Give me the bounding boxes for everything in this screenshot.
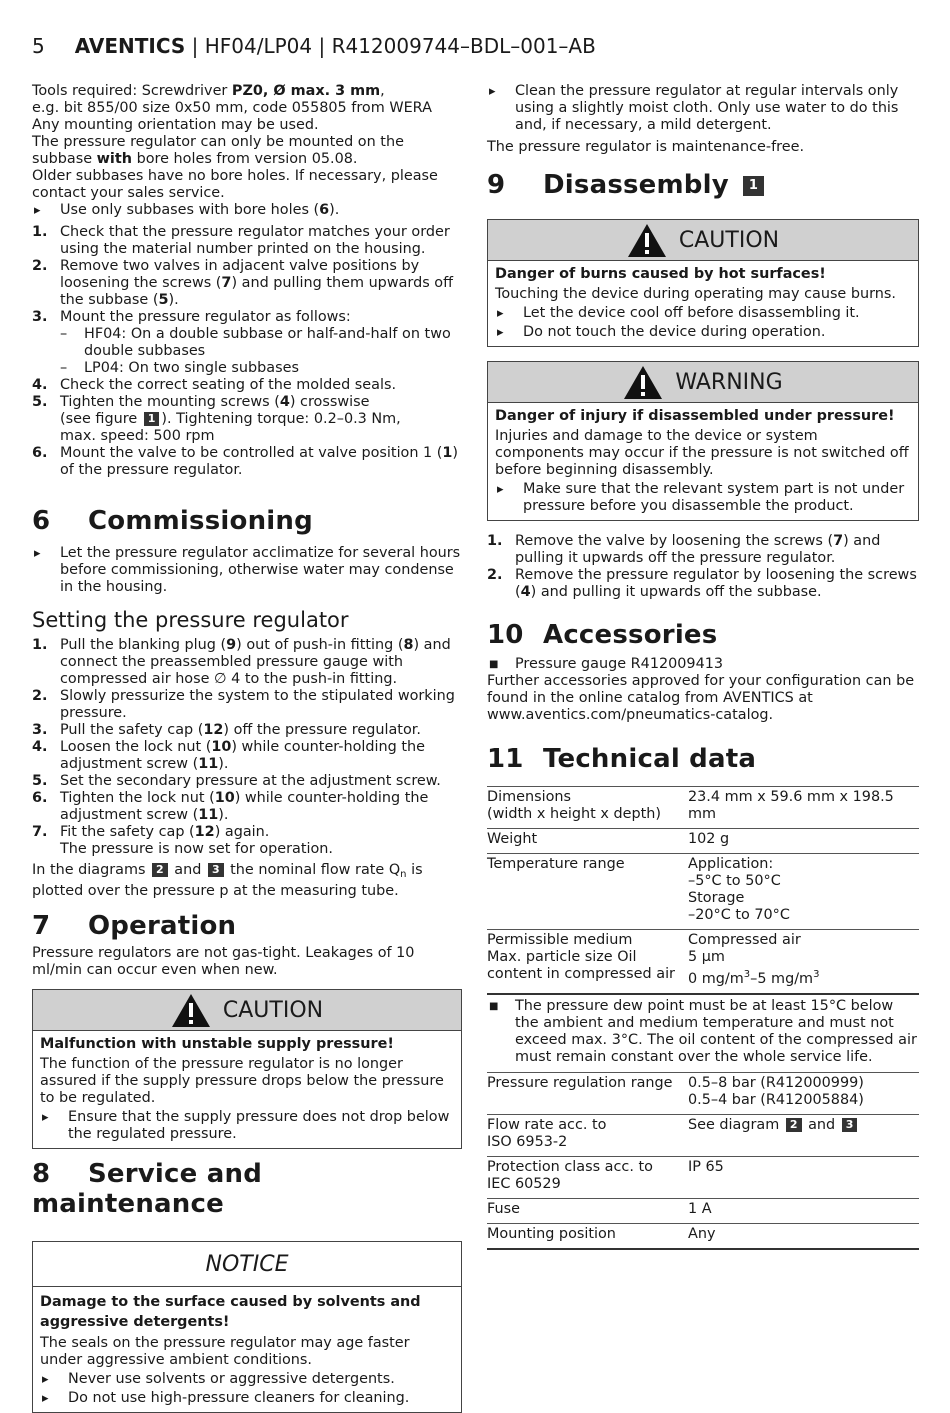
caution-box (32, 989, 462, 1149)
list-item: 1. Check that the pressure regulator matches your order using the material number printed on the housing. (32, 224, 450, 257)
sub-list-item: – LP04: On two single subbases (32, 360, 462, 377)
caution-header (488, 220, 918, 261)
caution-text: The function of the pressure regulator is no longer assured if the supply pressure drops below the pressure to be regulated. (40, 1056, 444, 1106)
section-heading: 11 Technical data (487, 744, 757, 774)
list-item: 2. Remove two valves in adjacent valve positions by loosening the screws (7) and pulling them upwards off the subbase (5). (32, 258, 453, 308)
table-row: Mounting position Any (487, 1224, 919, 1250)
diagrams-text: In the diagrams 2 and 3 the nominal flow rate $Q_n$ is plotted over the pressure p at the measuring tube. (32, 862, 423, 899)
notice-bullet: ▸ Never use solvents or aggressive detergents. (40, 1371, 454, 1388)
warning-title: Danger of injury if disassembled under pressure! (495, 408, 895, 424)
tools-required: Tools required: Screwdriver PZ0, Ø max. 3 mm, (32, 83, 385, 99)
warning-triangle-icon (627, 223, 667, 258)
caution-title: Malfunction with unstable supply pressure! (40, 1036, 394, 1052)
caution-bullet: ▸ Do not touch the device during operation. (495, 324, 911, 341)
subbase-text: The pressure regulator can only be mounted on the subbase with bore holes from version 05.08. (32, 134, 404, 167)
list-item: 5. Set the secondary pressure at the adjustment screw. (32, 773, 441, 789)
orientation-text: Any mounting orientation may be used. (32, 117, 319, 133)
mounting-section (32, 83, 462, 479)
service-section (32, 1159, 462, 1413)
caution-box (487, 219, 919, 347)
figure-ref-badge: 1 (144, 412, 160, 426)
list-item: 5. Tighten the mounting screws (4) crosswise (see figure 1 ). Tightening torque: 0.2–0.3 Nm, max. speed: 500 rpm (32, 394, 401, 444)
table-row: Fuse 1 A (487, 1199, 919, 1224)
tools-example: e.g. bit 855/00 size 0x50 mm, code 055805 from WERA (32, 100, 432, 116)
cleaning-bullet: ▸ Clean the pressure regulator at regular intervals only using a slightly moist cloth. Only use water to do this and, if necessary, a mild detergent. (487, 83, 919, 134)
dew-point-note: ■ The pressure dew point must be at least 15°C below the ambient and medium temperature and must not exceed max. 3°C. The oil content of the compressed air must remain constant over the whole service life. (487, 998, 919, 1066)
table-row: Weight 102 g (487, 829, 919, 854)
caution-label: CAUTION (678, 227, 780, 253)
caution-text: Touching the device during operating may cause burns. (495, 286, 896, 302)
notice-bullet: ▸ Do not use high-pressure cleaners for cleaning. (40, 1390, 454, 1407)
warning-triangle-icon (623, 365, 663, 400)
table-row: Temperature range Application: –5°C to 50°C Storage –20°C to 70°C (487, 854, 919, 930)
page-number: 5 (32, 34, 45, 58)
warning-bullet: ▸ Make sure that the relevant system part is not under pressure before you disassemble the product. (495, 481, 911, 515)
setting-steps (32, 637, 462, 858)
table-row: Pressure regulation range 0.5–8 bar (R412000999) 0.5–4 bar (R412005884) (487, 1073, 919, 1115)
technical-section (487, 744, 919, 1250)
commissioning-bullet: ▸ Let the pressure regulator acclimatize for several hours before commissioning, otherwise water may condense in the housing. (32, 545, 462, 596)
figure-ref-badge: 1 (743, 176, 764, 196)
diagram-ref-badge: 3 (208, 863, 224, 877)
mounting-steps (32, 224, 462, 479)
list-item: 4. Loosen the lock nut (10) while counter-holding the adjustment screw (11). (32, 739, 425, 772)
left-column (32, 83, 462, 1413)
accessories-section (487, 620, 919, 724)
list-item: 1. Remove the valve by loosening the screws (7) and pulling it upwards off the pressure regulator. (487, 533, 881, 566)
caution-title: Danger of burns caused by hot surfaces! (495, 266, 826, 282)
older-subbase-text: Older subbases have no bore holes. If necessary, please contact your sales service. (32, 168, 438, 201)
table-row: Permissible medium Max. particle size Oil content in compressed air Compressed air 5 µm 0 $mg/m^3-5$ $mg/m^3$ (487, 930, 919, 995)
table-row: Dimensions (width x height x depth) 23.4 mm x 59.6 mm x 198.5 mm (487, 787, 919, 829)
list-item: 3. Pull the safety cap (12) off the pressure regulator. (32, 722, 421, 738)
warning-label: WARNING (675, 369, 783, 395)
commissioning-section (32, 506, 462, 900)
list-item: 1. Pull the blanking plug (9) out of push-in fitting (8) and connect the preassembled pressure gauge with compressed air hose ∅ 4 to the push-in fitting. (32, 637, 451, 687)
section-heading: 9 Disassembly 1 (487, 170, 919, 200)
brand-name: AVENTICS (74, 34, 186, 58)
section-heading: 10 Accessories (487, 620, 718, 650)
doc-reference: | HF04/LP04 | R412009744–BDL–001–AB (185, 34, 596, 58)
warning-header (488, 362, 918, 403)
section-heading: 7 Operation (32, 911, 237, 941)
warning-text: Injuries and damage to the device or system components may occur if the pressure is not switched off before beginning disassembly. (495, 428, 909, 478)
operation-section (32, 911, 462, 1149)
operation-text: Pressure regulators are not gas-tight. Leakages of 10 ml/min can occur even when new. (32, 945, 415, 978)
page-header (32, 34, 596, 58)
disassembly-steps (487, 533, 919, 601)
result-text: The pressure is now set for operation. (60, 841, 334, 857)
notice-box (32, 1241, 462, 1413)
technical-data-table (487, 786, 919, 1250)
list-item: 4. Check the correct seating of the molded seals. (32, 377, 397, 393)
table-row: Flow rate acc. to ISO 6953-2 See diagram 2 and 3 (487, 1115, 919, 1157)
warning-box (487, 361, 919, 521)
section-heading: 8 Service and maintenance (32, 1159, 263, 1219)
list-item: 2. Slowly pressurize the system to the stipulated working pressure. (32, 688, 455, 721)
caution-bullet: ▸ Ensure that the supply pressure does not drop below the regulated pressure. (40, 1109, 454, 1143)
notice-title: Damage to the surface caused by solvents and aggressive detergents! (40, 1294, 421, 1330)
list-item: 3. Mount the pressure regulator as follows: (32, 309, 351, 325)
diagram-ref-badge: 2 (786, 1118, 802, 1132)
notice-text: The seals on the pressure regulator may age faster under aggressive ambient conditions. (40, 1335, 410, 1368)
subsection-heading: Setting the pressure regulator (32, 608, 349, 632)
list-item: 7. Fit the safety cap (12) again. (32, 824, 270, 840)
right-column (487, 83, 919, 1250)
section-heading: 6 Commissioning (32, 506, 313, 536)
list-item: 6. Tighten the lock nut (10) while counter-holding the adjustment screw (11). (32, 790, 429, 823)
diagram-ref-badge: 3 (842, 1118, 858, 1132)
caution-bullet: ▸ Let the device cool off before disassembling it. (495, 305, 911, 322)
list-item: 6. Mount the valve to be controlled at valve position 1 (1) of the pressure regulator. (32, 445, 459, 478)
sub-list-item: – HF04: On a double subbase or half-and-half on two double subbases (32, 326, 462, 360)
caution-label: CAUTION (222, 997, 324, 1023)
warning-triangle-icon (171, 993, 211, 1028)
table-row: Protection class acc. to IEC 60529 IP 65 (487, 1157, 919, 1199)
diagram-ref-badge: 2 (152, 863, 168, 877)
accessories-text: Further accessories approved for your configuration can be found in the online catalog from AVENTICS at www.aventics.com/pneumatics-catalog. (487, 673, 915, 723)
list-item: 2. Remove the pressure regulator by loosening the screws (4) and pulling it upwards off the subbase. (487, 567, 917, 600)
subbase-bullet: ▸ Use only subbases with bore holes (6). (32, 202, 462, 219)
table-row (487, 994, 919, 1073)
notice-label: NOTICE (205, 1251, 289, 1277)
maintenance-free-text: The pressure regulator is maintenance-free. (487, 139, 805, 155)
notice-header (33, 1242, 461, 1287)
accessory-item: ■ Pressure gauge R412009413 (487, 656, 919, 673)
caution-header (33, 990, 461, 1031)
disassembly-section (487, 170, 919, 601)
